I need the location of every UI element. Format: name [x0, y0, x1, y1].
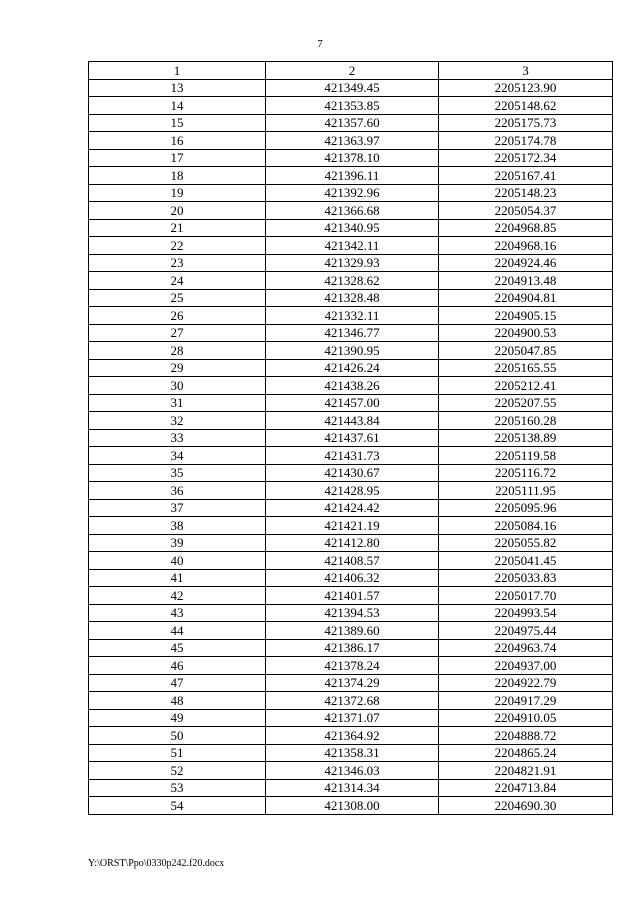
point-number-cell: 38 — [89, 517, 266, 535]
point-number-cell: 32 — [89, 412, 266, 430]
y-coordinate-cell: 2204963.74 — [439, 639, 613, 657]
table-row — [89, 744, 613, 762]
y-coordinate-cell: 2205138.89 — [439, 429, 613, 447]
point-number-cell: 26 — [89, 307, 266, 325]
table-row — [89, 377, 613, 395]
y-coordinate-cell: 2204975.44 — [439, 622, 613, 640]
y-coordinate-cell: 2205111.95 — [439, 482, 613, 500]
y-coordinate-cell: 2205212.41 — [439, 377, 613, 395]
point-number-cell: 19 — [89, 184, 266, 202]
y-coordinate-cell: 2205017.70 — [439, 587, 613, 605]
x-coordinate-cell: 421329.93 — [266, 254, 439, 272]
y-coordinate-cell: 2205175.73 — [439, 114, 613, 132]
point-number-cell: 54 — [89, 797, 266, 815]
table-row — [89, 114, 613, 132]
x-coordinate-cell: 421328.62 — [266, 272, 439, 290]
x-coordinate-cell: 421349.45 — [266, 79, 439, 97]
x-coordinate-cell: 421357.60 — [266, 114, 439, 132]
column-header-3: 3 — [439, 62, 613, 80]
table-row — [89, 412, 613, 430]
point-number-cell: 20 — [89, 202, 266, 220]
x-coordinate-cell: 421378.24 — [266, 657, 439, 675]
x-coordinate-cell: 421386.17 — [266, 639, 439, 657]
table-row — [89, 394, 613, 412]
x-coordinate-cell: 421457.00 — [266, 394, 439, 412]
y-coordinate-cell: 2205167.41 — [439, 167, 613, 185]
point-number-cell: 46 — [89, 657, 266, 675]
page-number: 7 — [317, 38, 323, 50]
y-coordinate-cell: 2204865.24 — [439, 744, 613, 762]
point-number-cell: 28 — [89, 342, 266, 360]
y-coordinate-cell: 2205055.82 — [439, 534, 613, 552]
table-row — [89, 727, 613, 745]
table-row — [89, 447, 613, 465]
table-row — [89, 762, 613, 780]
table-row — [89, 289, 613, 307]
y-coordinate-cell: 2204917.29 — [439, 692, 613, 710]
x-coordinate-cell: 421437.61 — [266, 429, 439, 447]
y-coordinate-cell: 2204993.54 — [439, 604, 613, 622]
point-number-cell: 35 — [89, 464, 266, 482]
y-coordinate-cell: 2205160.28 — [439, 412, 613, 430]
table-row — [89, 254, 613, 272]
x-coordinate-cell: 421332.11 — [266, 307, 439, 325]
table-row — [89, 359, 613, 377]
table-row — [89, 639, 613, 657]
x-coordinate-cell: 421340.95 — [266, 219, 439, 237]
y-coordinate-cell: 2204924.46 — [439, 254, 613, 272]
y-coordinate-cell: 2205148.62 — [439, 97, 613, 115]
point-number-cell: 47 — [89, 674, 266, 692]
column-header-1: 1 — [89, 62, 266, 80]
table-row — [89, 307, 613, 325]
table-row — [89, 674, 613, 692]
point-number-cell: 13 — [89, 79, 266, 97]
y-coordinate-cell: 2204821.91 — [439, 762, 613, 780]
x-coordinate-cell: 421396.11 — [266, 167, 439, 185]
point-number-cell: 43 — [89, 604, 266, 622]
point-number-cell: 39 — [89, 534, 266, 552]
x-coordinate-cell: 421394.53 — [266, 604, 439, 622]
y-coordinate-cell: 2205174.78 — [439, 132, 613, 150]
table-row — [89, 184, 613, 202]
table-row — [89, 342, 613, 360]
x-coordinate-cell: 421358.31 — [266, 744, 439, 762]
point-number-cell: 18 — [89, 167, 266, 185]
x-coordinate-cell: 421346.03 — [266, 762, 439, 780]
point-number-cell: 31 — [89, 394, 266, 412]
point-number-cell: 24 — [89, 272, 266, 290]
point-number-cell: 53 — [89, 779, 266, 797]
point-number-cell: 23 — [89, 254, 266, 272]
table-row — [89, 219, 613, 237]
footer-file-path: Y:\ORST\Ppo\0330p242.f20.docx — [88, 858, 225, 869]
table-row — [89, 429, 613, 447]
y-coordinate-cell: 2204910.05 — [439, 709, 613, 727]
y-coordinate-cell: 2205148.23 — [439, 184, 613, 202]
column-header-2: 2 — [266, 62, 439, 80]
x-coordinate-cell: 421371.07 — [266, 709, 439, 727]
y-coordinate-cell: 2205123.90 — [439, 79, 613, 97]
table-row — [89, 167, 613, 185]
y-coordinate-cell: 2205116.72 — [439, 464, 613, 482]
x-coordinate-cell: 421389.60 — [266, 622, 439, 640]
table-row — [89, 797, 613, 815]
table-row — [89, 202, 613, 220]
x-coordinate-cell: 421392.96 — [266, 184, 439, 202]
point-number-cell: 51 — [89, 744, 266, 762]
x-coordinate-cell: 421378.10 — [266, 149, 439, 167]
table-row — [89, 482, 613, 500]
x-coordinate-cell: 421438.26 — [266, 377, 439, 395]
x-coordinate-cell: 421372.68 — [266, 692, 439, 710]
table-row — [89, 237, 613, 255]
y-coordinate-cell: 2205047.85 — [439, 342, 613, 360]
point-number-cell: 17 — [89, 149, 266, 167]
y-coordinate-cell: 2205095.96 — [439, 499, 613, 517]
x-coordinate-cell: 421421.19 — [266, 517, 439, 535]
table-row — [89, 534, 613, 552]
y-coordinate-cell: 2205041.45 — [439, 552, 613, 570]
x-coordinate-cell: 421364.92 — [266, 727, 439, 745]
y-coordinate-cell: 2204900.53 — [439, 324, 613, 342]
x-coordinate-cell: 421390.95 — [266, 342, 439, 360]
x-coordinate-cell: 421353.85 — [266, 97, 439, 115]
y-coordinate-cell: 2204905.15 — [439, 307, 613, 325]
point-number-cell: 42 — [89, 587, 266, 605]
table-row — [89, 464, 613, 482]
point-number-cell: 30 — [89, 377, 266, 395]
y-coordinate-cell: 2204913.48 — [439, 272, 613, 290]
point-number-cell: 22 — [89, 237, 266, 255]
table-row — [89, 604, 613, 622]
point-number-cell: 48 — [89, 692, 266, 710]
table-row — [89, 552, 613, 570]
x-coordinate-cell: 421408.57 — [266, 552, 439, 570]
point-number-cell: 21 — [89, 219, 266, 237]
y-coordinate-cell: 2204904.81 — [439, 289, 613, 307]
point-number-cell: 34 — [89, 447, 266, 465]
table-row — [89, 622, 613, 640]
y-coordinate-cell: 2205033.83 — [439, 569, 613, 587]
point-number-cell: 52 — [89, 762, 266, 780]
table-row — [89, 517, 613, 535]
x-coordinate-cell: 421342.11 — [266, 237, 439, 255]
table-row — [89, 692, 613, 710]
point-number-cell: 16 — [89, 132, 266, 150]
table-body — [89, 79, 613, 814]
table-row — [89, 272, 613, 290]
table-row — [89, 97, 613, 115]
y-coordinate-cell: 2205207.55 — [439, 394, 613, 412]
point-number-cell: 15 — [89, 114, 266, 132]
table-row — [89, 79, 613, 97]
point-number-cell: 37 — [89, 499, 266, 517]
y-coordinate-cell: 2205165.55 — [439, 359, 613, 377]
table-row — [89, 499, 613, 517]
point-number-cell: 45 — [89, 639, 266, 657]
x-coordinate-cell: 421363.97 — [266, 132, 439, 150]
y-coordinate-cell: 2204922.79 — [439, 674, 613, 692]
y-coordinate-cell: 2204690.30 — [439, 797, 613, 815]
table-row — [89, 709, 613, 727]
table-row — [89, 587, 613, 605]
coordinates-table — [88, 61, 613, 815]
x-coordinate-cell: 421308.00 — [266, 797, 439, 815]
x-coordinate-cell: 421374.29 — [266, 674, 439, 692]
y-coordinate-cell: 2205054.37 — [439, 202, 613, 220]
x-coordinate-cell: 421401.57 — [266, 587, 439, 605]
point-number-cell: 36 — [89, 482, 266, 500]
x-coordinate-cell: 421443.84 — [266, 412, 439, 430]
y-coordinate-cell: 2204713.84 — [439, 779, 613, 797]
point-number-cell: 44 — [89, 622, 266, 640]
point-number-cell: 33 — [89, 429, 266, 447]
y-coordinate-cell: 2204888.72 — [439, 727, 613, 745]
x-coordinate-cell: 421430.67 — [266, 464, 439, 482]
x-coordinate-cell: 421366.68 — [266, 202, 439, 220]
table-row — [89, 657, 613, 675]
y-coordinate-cell: 2205172.34 — [439, 149, 613, 167]
point-number-cell: 25 — [89, 289, 266, 307]
y-coordinate-cell: 2204968.85 — [439, 219, 613, 237]
point-number-cell: 41 — [89, 569, 266, 587]
table-row — [89, 149, 613, 167]
x-coordinate-cell: 421431.73 — [266, 447, 439, 465]
table-row — [89, 569, 613, 587]
table-header-row — [89, 62, 613, 80]
x-coordinate-cell: 421426.24 — [266, 359, 439, 377]
x-coordinate-cell: 421428.95 — [266, 482, 439, 500]
y-coordinate-cell: 2204968.16 — [439, 237, 613, 255]
table-row — [89, 132, 613, 150]
y-coordinate-cell: 2205084.16 — [439, 517, 613, 535]
x-coordinate-cell: 421424.42 — [266, 499, 439, 517]
point-number-cell: 40 — [89, 552, 266, 570]
x-coordinate-cell: 421328.48 — [266, 289, 439, 307]
x-coordinate-cell: 421406.32 — [266, 569, 439, 587]
point-number-cell: 29 — [89, 359, 266, 377]
y-coordinate-cell: 2205119.58 — [439, 447, 613, 465]
point-number-cell: 27 — [89, 324, 266, 342]
table-row — [89, 779, 613, 797]
x-coordinate-cell: 421346.77 — [266, 324, 439, 342]
y-coordinate-cell: 2204937.00 — [439, 657, 613, 675]
x-coordinate-cell: 421412.80 — [266, 534, 439, 552]
table-row — [89, 324, 613, 342]
point-number-cell: 14 — [89, 97, 266, 115]
point-number-cell: 49 — [89, 709, 266, 727]
point-number-cell: 50 — [89, 727, 266, 745]
x-coordinate-cell: 421314.34 — [266, 779, 439, 797]
